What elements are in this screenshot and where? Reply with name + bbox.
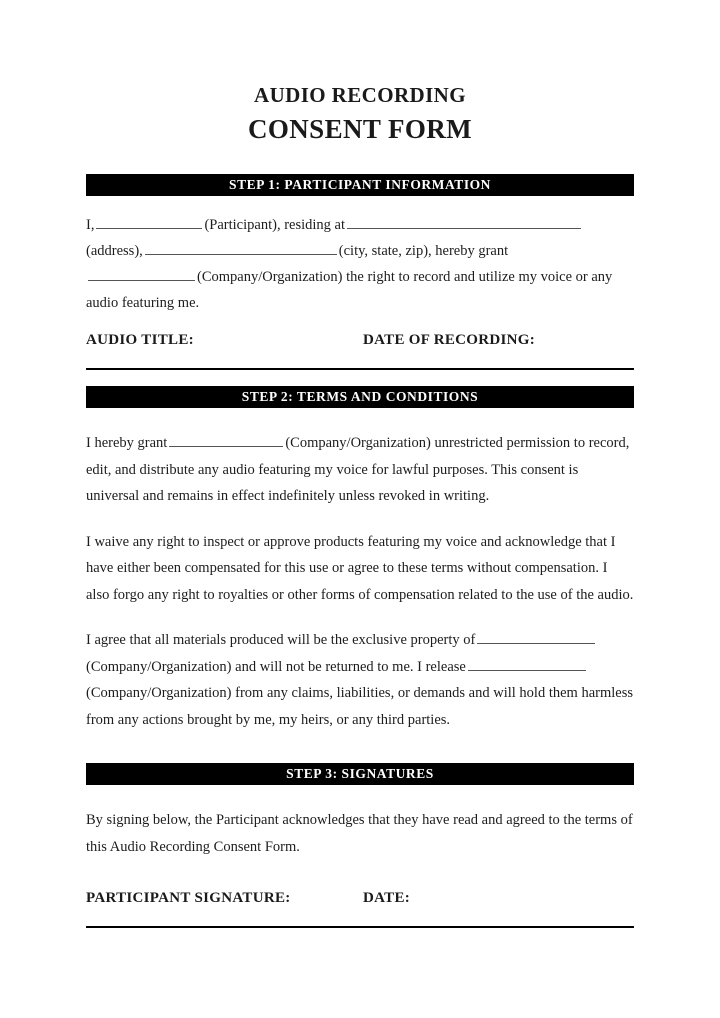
company-organization-blank-1[interactable] <box>88 267 195 281</box>
residing-address-blank[interactable] <box>347 215 581 229</box>
document-content <box>86 0 634 928</box>
company-grant-line <box>86 264 634 290</box>
signature-date-row <box>86 890 634 916</box>
participant-line-prefix: I, <box>86 217 95 234</box>
city-state-zip-blank[interactable] <box>145 241 337 255</box>
step3-bar-spacer <box>86 733 634 763</box>
terms-p3-suffix: (Company/Organization) from any claims, liabilities, or demands and will hold them harmless from any actions brought by me, my heirs, or any third parties. <box>86 685 633 728</box>
signature-date-label: DATE: <box>363 890 411 907</box>
signature-rule-spacer <box>86 916 634 926</box>
title-bar-spacer <box>86 147 634 174</box>
audio-title-label: AUDIO TITLE: <box>86 332 194 349</box>
section-header-step-1: STEP 1: PARTICIPANT INFORMATION <box>86 174 634 196</box>
address-line-suffix: (city, state, zip), hereby grant <box>338 243 509 260</box>
terms-paragraph-1 <box>86 430 634 510</box>
audio-title-date-row <box>86 332 634 358</box>
section-header-step-2: STEP 2: TERMS AND CONDITIONS <box>86 386 634 408</box>
participant-residing-line <box>86 212 634 238</box>
participant-name-blank[interactable] <box>96 215 202 229</box>
signature-rule <box>86 926 634 928</box>
terms-p3-prefix: I agree that all materials produced will be the exclusive property of <box>86 632 476 649</box>
signature-row-spacer <box>86 860 634 890</box>
date-of-recording-label: DATE OF RECORDING: <box>363 332 536 349</box>
step3-top-spacer <box>86 785 634 807</box>
section-header-step-3: STEP 3: SIGNATURES <box>86 763 634 785</box>
terms-paragraph-3 <box>86 627 634 733</box>
terms-p1-body: (Company/Organization) unrestricted permission to record, edit, and distribute any audio featuring my voice for lawful purposes. This consent is universal and remains in effect indefinitely unless revoked in writing. <box>86 435 630 505</box>
document-title-primary: AUDIO RECORDING <box>254 83 466 107</box>
document-title-secondary: CONSENT FORM <box>247 114 473 145</box>
terms-paragraph-2 <box>86 529 634 609</box>
step1-top-spacer <box>86 196 634 212</box>
step1-labels-spacer <box>86 316 634 332</box>
company-organization-blank-2[interactable] <box>169 433 283 447</box>
signature-intro-text: By signing below, the Participant acknowledges that they have read and agreed to the terms of this Audio Recording Consent Form. <box>86 812 633 855</box>
address-line-prefix: (address), <box>86 243 143 260</box>
company-organization-blank-4[interactable] <box>468 657 586 671</box>
audio-featuring-line <box>86 290 634 316</box>
terms-p3-middle: (Company/Organization) and will not be returned to me. I release <box>86 658 466 675</box>
step2-bar-spacer <box>86 370 634 386</box>
audio-featuring-text: audio featuring me. <box>86 295 200 312</box>
company-organization-blank-3[interactable] <box>477 630 595 644</box>
audio-title-rule-spacer <box>86 358 634 368</box>
participant-line-suffix: (Participant), residing at <box>204 217 345 234</box>
step2-top-spacer <box>86 408 634 430</box>
participant-signature-label: PARTICIPANT SIGNATURE: <box>86 890 291 907</box>
document-title-block <box>86 0 634 147</box>
signature-intro-paragraph <box>86 807 634 860</box>
company-grant-text: (Company/Organization) the right to record and utilize my voice or any <box>197 269 613 286</box>
address-city-line <box>86 238 634 264</box>
terms-p1-prefix: I hereby grant <box>86 435 168 452</box>
terms-p2-body: I waive any right to inspect or approve products featuring my voice and acknowledge that I have either been compensated for this use or agree to these terms without compensation. I also forgo any right to royalties or other forms of compensation related to the use of the audio. <box>86 533 634 603</box>
